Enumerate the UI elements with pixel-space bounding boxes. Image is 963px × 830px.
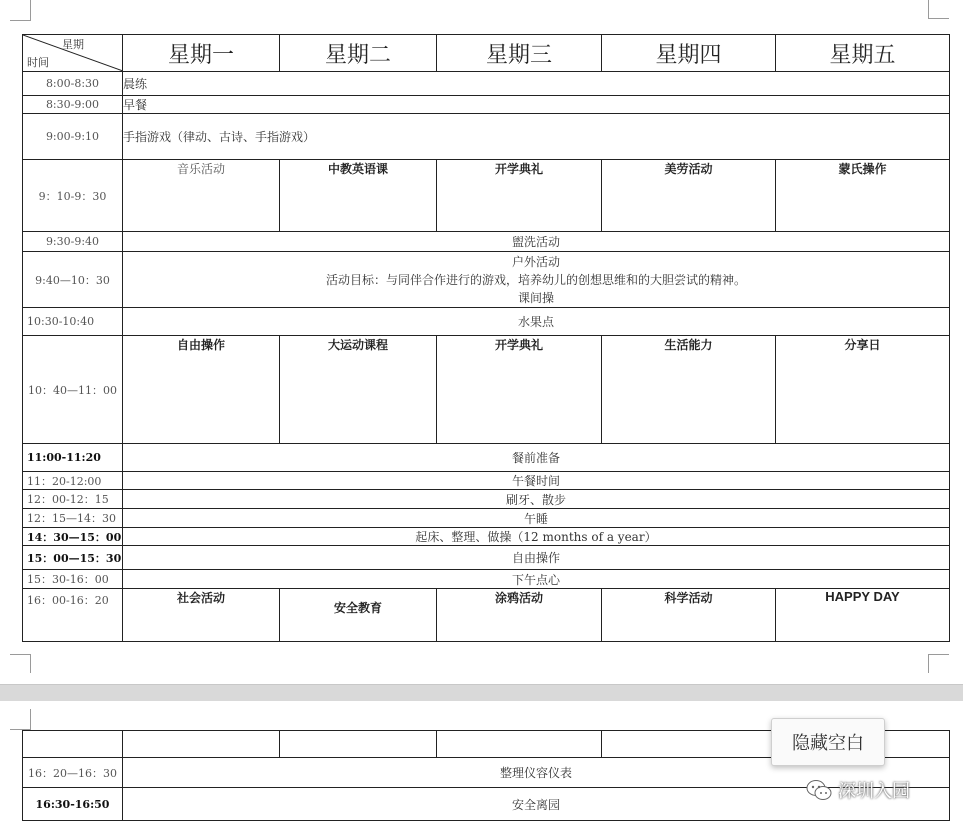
empty-cell	[280, 731, 437, 758]
outdoor-title: 户外活动	[511, 254, 560, 269]
table-row	[23, 490, 950, 509]
table-row	[23, 589, 950, 642]
activity-cell-wed: 开学典礼	[437, 336, 602, 444]
time-cell: 10：40—11：00	[23, 336, 123, 444]
activity-cell-outdoor	[123, 252, 950, 308]
table-header-row	[23, 35, 950, 72]
activity-cell: 晨练	[123, 72, 950, 96]
corner-label-weekday: 星期	[62, 38, 84, 51]
activity-cell: 盥洗活动	[123, 232, 950, 252]
activity-cell-fri: 蒙氏操作	[776, 160, 950, 232]
background-watermark: ​	[28, 101, 52, 164]
page-corner-mark	[10, 654, 31, 673]
activity-cell-mon: 自由操作	[123, 336, 280, 444]
empty-cell	[437, 731, 602, 758]
time-cell: 16：00-16：20	[23, 589, 123, 642]
activity-cell: 起床、整理、做操（12 months of a year）	[123, 528, 950, 546]
header-corner-cell	[23, 35, 123, 72]
activity-cell-mon: 音乐活动	[123, 160, 280, 232]
day-header-tue: 星期二	[280, 35, 437, 72]
table-row	[23, 444, 950, 472]
table-row	[23, 528, 950, 546]
day-header-thu: 星期四	[602, 35, 776, 72]
activity-cell-tue: 安全教育	[280, 589, 437, 642]
table-row	[23, 232, 950, 252]
activity-cell: 午睡	[123, 509, 950, 528]
table-row	[23, 336, 950, 444]
activity-cell: 刷牙、散步	[123, 490, 950, 509]
table-row	[23, 472, 950, 490]
activity-cell: 午餐时间	[123, 472, 950, 490]
time-cell: 16:30-16:50	[23, 788, 123, 821]
time-cell: 11：20-12:00	[23, 472, 123, 490]
page-corner-mark	[928, 654, 949, 673]
activity-cell-thu: 美劳活动	[602, 160, 776, 232]
activity-cell-wed: 涂鸦活动	[437, 589, 602, 642]
time-cell: 11:00-11:20	[23, 444, 123, 472]
outdoor-goal: 活动目标：与同伴合作进行的游戏，培养幼儿的创想思维和的大胆尝试的精神。	[325, 272, 746, 287]
time-cell: 10:30-10:40	[23, 308, 123, 336]
activity-cell: 整理仪容仪表	[123, 758, 950, 788]
time-cell: 16：20—16：30	[23, 758, 123, 788]
activity-cell: 餐前准备	[123, 444, 950, 472]
activity-cell-fri: 分享日	[776, 336, 950, 444]
page-break-gap	[0, 684, 963, 702]
wechat-watermark	[806, 776, 910, 804]
activity-cell: 下午点心	[123, 570, 950, 589]
table-row	[23, 252, 950, 308]
activity-cell-wed: 开学典礼	[437, 160, 602, 232]
table-row	[23, 160, 950, 232]
time-cell: 9：10-9：30	[23, 160, 123, 232]
activity-cell-thu: 科学活动	[602, 589, 776, 642]
table-row	[23, 96, 950, 114]
time-cell: 8:30-9:00	[23, 96, 123, 114]
time-cell: 15：30-16：00	[23, 570, 123, 589]
table-row	[23, 114, 950, 160]
time-cell: 8:00-8:30	[23, 72, 123, 96]
wechat-icon	[806, 779, 832, 801]
table-row	[23, 546, 950, 570]
page-corner-mark	[928, 0, 949, 19]
activity-cell: 早餐	[123, 96, 950, 114]
table-row	[23, 308, 950, 336]
activity-cell: 安全离园	[123, 788, 950, 821]
outdoor-break: 课间操	[517, 290, 554, 305]
page-corner-mark	[10, 709, 31, 730]
day-header-wed: 星期三	[437, 35, 602, 72]
activity-cell-mon: 社会活动	[123, 589, 280, 642]
activity-cell-fri: HAPPY DAY	[776, 589, 950, 642]
empty-cell	[602, 731, 776, 758]
corner-label-time: 时间	[27, 56, 49, 69]
activity-cell: 自由操作	[123, 546, 950, 570]
time-cell: 9:40—10：30	[23, 252, 123, 308]
activity-cell: 手指游戏（律动、古诗、手指游戏）	[123, 114, 950, 160]
table-row	[23, 570, 950, 589]
empty-cell	[23, 731, 123, 758]
activity-cell: 水果点	[123, 308, 950, 336]
time-cell: 9:00-9:10	[23, 114, 123, 160]
day-header-fri: 星期五	[776, 35, 950, 72]
schedule-table	[22, 34, 950, 642]
activity-cell-tue: 大运动课程	[280, 336, 437, 444]
empty-cell	[123, 731, 280, 758]
table-row	[23, 72, 950, 96]
time-cell: 12：15—14：30	[23, 509, 123, 528]
activity-cell-tue: 中教英语课	[280, 160, 437, 232]
hide-whitespace-button[interactable]: 隐藏空白	[771, 718, 885, 766]
time-cell: 9:30-9:40	[23, 232, 123, 252]
table-row	[23, 509, 950, 528]
page-corner-mark	[10, 0, 31, 21]
day-header-mon: 星期一	[123, 35, 280, 72]
time-cell: 14：30—15：00	[23, 528, 123, 546]
time-cell: 15：00—15：30	[23, 546, 123, 570]
activity-cell-thu: 生活能力	[602, 336, 776, 444]
watermark-brand: 深圳入园	[838, 781, 910, 802]
time-cell: 12：00-12：15	[23, 490, 123, 509]
